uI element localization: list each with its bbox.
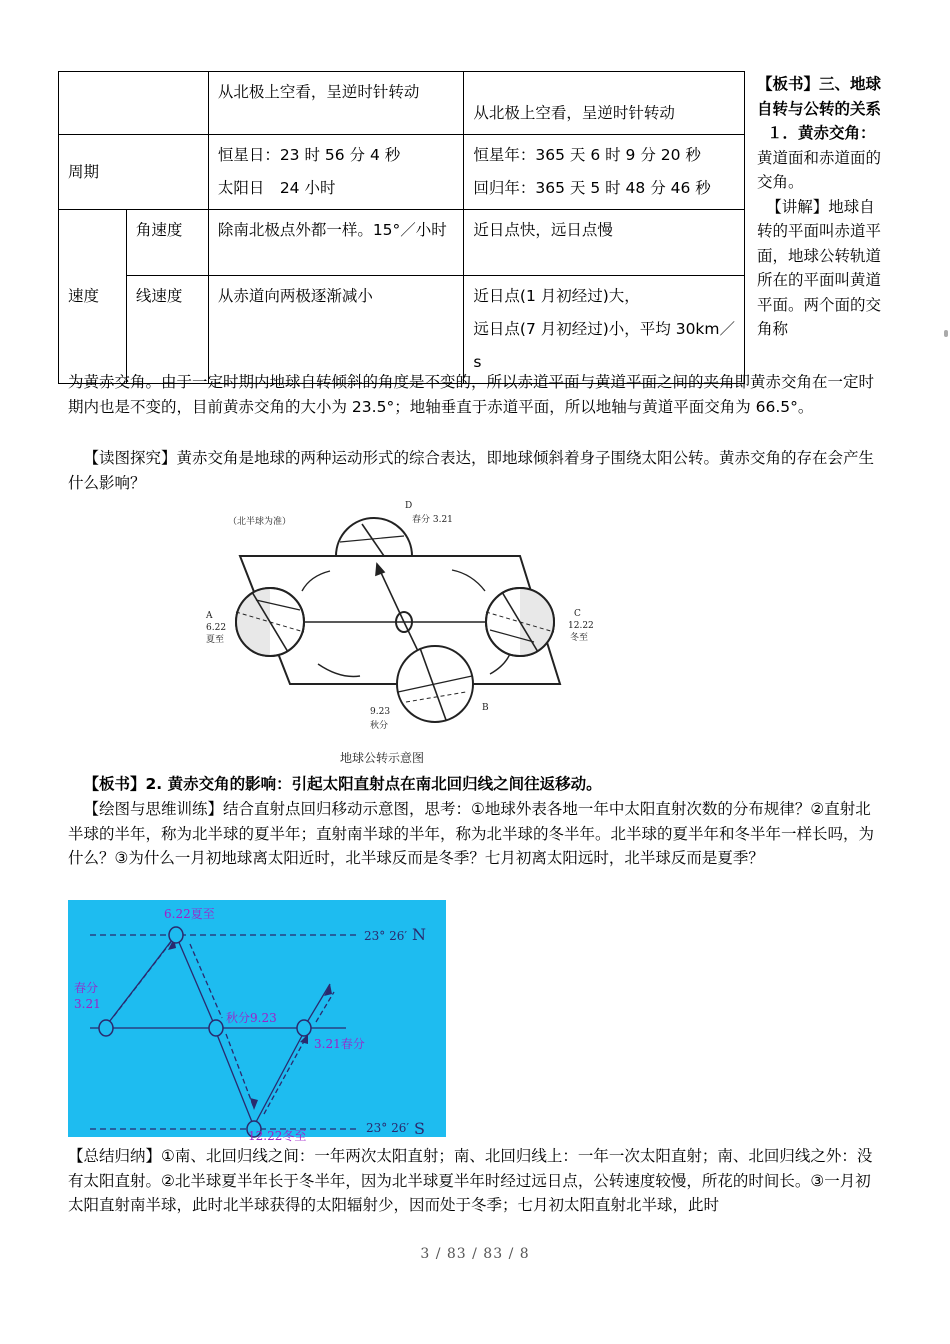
fig2-winter-label: 12.22冬至 <box>248 1129 307 1143</box>
table-cell: 近日点(1 月初经过)大， 远日点(7 月初经过)小，平均 30km／s <box>464 276 745 384</box>
paragraph-2: 【读图探究】黄赤交角是地球的两种运动形式的综合表达，即地球倾斜着身子围绕太阳公转。黄赤交角的存在会产生什么影响？ <box>68 449 875 492</box>
direct-sunlight-migration-diagram <box>68 900 446 1143</box>
fig1-term-c: 冬至 <box>570 633 589 643</box>
rotation-revolution-table <box>58 71 745 384</box>
fig1-date-b: 9.23 <box>370 707 391 717</box>
side-heading: 【板书】三、地球自转与公转的关系 <box>757 75 882 118</box>
orbit-arrow <box>452 570 485 591</box>
fig1-label-c: C <box>574 609 581 619</box>
paragraph-1: 为黄赤交角。由于一定时期内地球自转倾斜的角度是不变的，所以赤道平面与黄道平面之间的夹角即黄赤交角在一定时期内也是不变的，目前黄赤交角的大小为 23.5°；地轴垂直于赤道平面，所以地轴与黄道平面交角为 66.5°。 <box>68 373 875 416</box>
fig2-summer-label: 6.22夏至 <box>164 907 215 921</box>
fig2-south-lat: 23° 26′ <box>366 1121 410 1135</box>
table-cell: 除南北极点外都一样。15°／小时 <box>208 210 464 276</box>
fig1-term-a: 夏至 <box>206 635 225 645</box>
table-cell: 从北极上空看，呈逆时针转动 <box>208 72 464 135</box>
fig1-term-b: 秋分 <box>370 721 389 731</box>
sub-label-angular: 角速度 <box>126 210 208 276</box>
row-label-speed: 速度 <box>59 210 127 384</box>
fig1-label-b: B <box>482 703 489 713</box>
fig1-date-c: 12.22 <box>568 621 594 631</box>
margin-mark <box>944 330 948 337</box>
fig1-date-a: 6.22 <box>206 623 227 633</box>
side-explain: 【讲解】地球自转的平面叫赤道平面，地球公转轨道所在的平面叫黄道平面。两个面的交角称 <box>757 197 882 338</box>
table-row <box>59 72 745 135</box>
fig1-label-d: D <box>405 501 413 511</box>
earth-revolution-diagram <box>190 496 594 772</box>
fig2-spring-label: 春分 <box>74 981 99 995</box>
table-cell: 从北极上空看，呈逆时针转动 <box>464 72 745 135</box>
earth-d <box>336 518 412 556</box>
sun-point-spring-end <box>297 1020 311 1036</box>
fig2-autumn-label: 秋分9.23 <box>226 1011 277 1025</box>
sun-point-autumn <box>209 1020 223 1036</box>
side-notes <box>757 72 885 342</box>
table-cell: 恒星日：23 时 56 分 4 秒 太阳日 24 小时 <box>208 135 464 210</box>
orbit-arrow <box>302 571 330 591</box>
table-cell: 恒星年：365 天 6 时 9 分 20 秒 回归年：365 天 5 时 48 分 46 秒 <box>464 135 745 210</box>
fig1-note: （北半球为准） <box>228 517 292 527</box>
page-number: 3 / 83 / 83 / 8 <box>420 1246 530 1262</box>
side-point1-text: 黄道面和赤道面的交角。 <box>757 148 882 191</box>
paragraph-3: 【绘图与思维训练】结合直射点回归移动示意图，思考：①地球外表各地一年中太阳直射次数的分布规律？②直射北半球的半年，称为北半球的夏半年；直射南半球的半年，称为北半球的冬半年。北半球的夏半年和冬半年一样长吗，为什么？③为什么一月初地球离太阳近时，北半球反而是冬季？七月初离太阳远时，北半球反而是夏季？ <box>68 800 875 867</box>
sub-label-linear: 线速度 <box>126 276 208 384</box>
table-cell: 近日点快，远日点慢 <box>464 210 745 276</box>
sun-point-spring <box>99 1020 113 1036</box>
fig1-caption: 地球公转示意图 <box>340 751 425 765</box>
earth-b <box>397 646 473 722</box>
side-point1: １．黄赤交角： <box>767 124 876 142</box>
fig2-north-lat: 23° 26′ <box>364 929 408 943</box>
fig2-north: N <box>412 925 426 944</box>
table-row <box>59 210 745 276</box>
earth-c <box>486 588 554 656</box>
table-row <box>59 135 745 210</box>
fig2-spring-end-label: 3.21春分 <box>314 1037 365 1051</box>
fig2-spring-date: 3.21 <box>74 997 101 1011</box>
earth-a <box>236 588 304 656</box>
fig2-south: S <box>414 1119 425 1138</box>
fig1-term-d: 春分 3.21 <box>412 515 453 525</box>
paragraph-4: 【总结归纳】①南、北回归线之间：一年两次太阳直射；南、北回归线上：一年一次太阳直射；南、北回归线之外：没有太阳直射。②北半球夏半年长于冬半年，因为北半球夏半年时经过远日点，公转速度较慢，所花的时间长。③一月初太阳直射南半球，此时北半球获得的太阳辐射少，因而处于冬季；七月初太阳直射北半球，此时 <box>68 1147 873 1214</box>
row-label-period: 周期 <box>59 135 209 210</box>
heading-2: 【板书】2. 黄赤交角的影响：引起太阳直射点在南北回归线之间往返移动。 <box>83 775 602 793</box>
table-cell-empty <box>59 72 209 135</box>
table-row <box>59 276 745 384</box>
sun-point-summer <box>169 927 183 943</box>
orbit-arrow <box>318 664 360 677</box>
fig1-label-a: A <box>206 611 213 621</box>
table-cell: 从赤道向两极逐渐减小 <box>208 276 464 384</box>
